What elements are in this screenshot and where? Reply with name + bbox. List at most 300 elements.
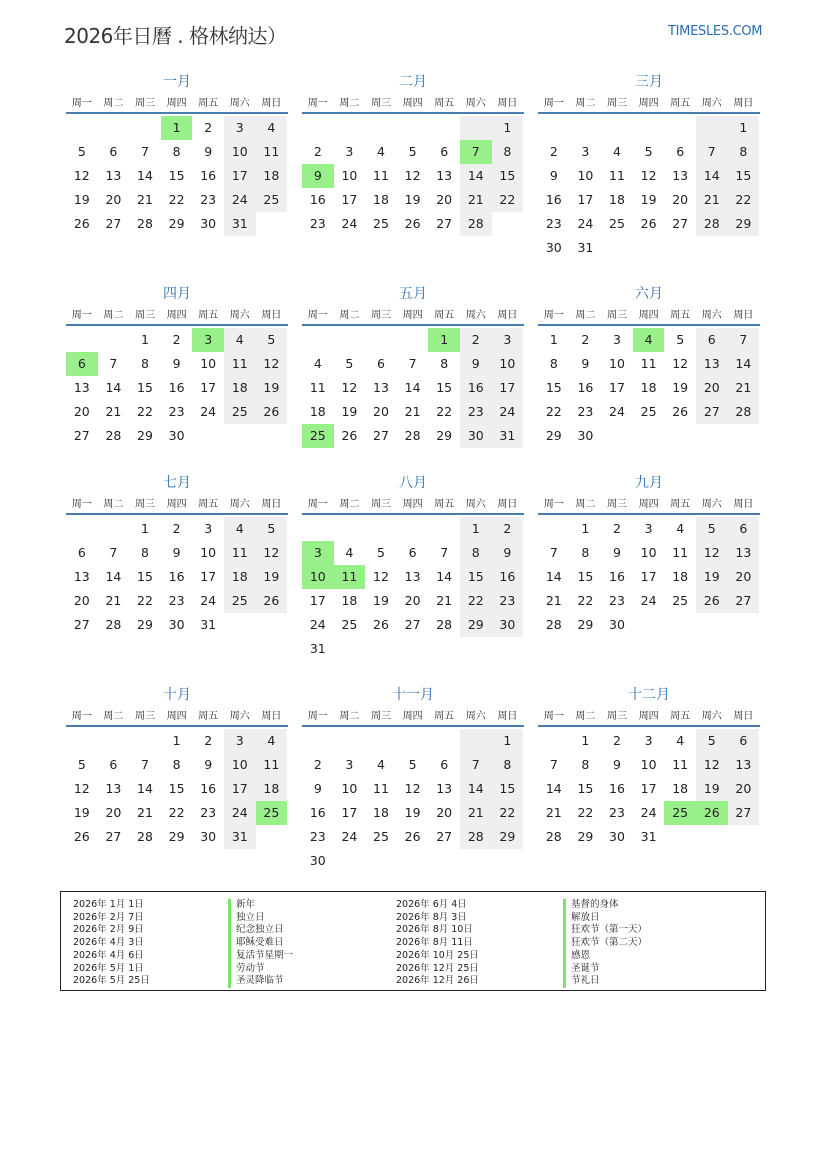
empty-cell: [460, 116, 492, 140]
day-cell: 15: [492, 777, 524, 801]
day-cell: 22: [460, 589, 492, 613]
weekday-label: 周六: [701, 310, 722, 321]
day-cell: 2: [204, 120, 213, 135]
day-cell: 1: [492, 729, 524, 753]
empty-cell: [256, 212, 288, 236]
month-name: 一月: [163, 74, 191, 90]
day-cell: 14: [137, 168, 153, 183]
empty-cell: [664, 236, 696, 260]
day-cell: 15: [137, 569, 153, 584]
day-cell: 13: [105, 781, 122, 796]
weekday-label: 周一: [71, 499, 92, 510]
empty-cell: [696, 613, 728, 637]
weekday-header: [66, 496, 288, 515]
weekday-label: 周三: [606, 499, 627, 510]
holiday-names-col-1: [228, 899, 293, 988]
day-cell: 12: [256, 352, 288, 376]
day-cell: 20: [73, 404, 90, 419]
day-cell: 17: [577, 192, 594, 207]
day-cell: 7: [460, 140, 492, 164]
day-cell: 15: [137, 380, 153, 395]
day-cell: 25: [373, 829, 389, 844]
month-name: 十二月: [628, 687, 670, 703]
day-cell: 25: [256, 801, 288, 825]
day-cell: 24: [341, 216, 358, 231]
weekday-label: 周四: [166, 711, 187, 722]
weekday-header: [538, 496, 760, 515]
day-cell: 27: [404, 617, 421, 632]
day-cell: 14: [137, 781, 153, 796]
day-cell: 23: [168, 593, 185, 608]
weekday-label: 周三: [370, 711, 391, 722]
empty-cell: [397, 849, 429, 873]
weekday-label: 周四: [638, 711, 659, 722]
day-cell: 3: [204, 521, 213, 536]
day-cell: 11: [224, 352, 256, 376]
day-cell: 7: [440, 545, 449, 560]
site-link[interactable]: TIMESLES.COM: [668, 24, 763, 39]
day-cell: 12: [404, 781, 421, 796]
empty-cell: [538, 729, 570, 753]
day-cell: 24: [492, 400, 524, 424]
day-cell: 16: [577, 380, 594, 395]
day-cell: 11: [309, 380, 326, 395]
empty-cell: [728, 825, 760, 849]
day-cell: 28: [545, 829, 562, 844]
day-cell: 23: [309, 829, 326, 844]
day-cell: 4: [313, 356, 322, 371]
holiday-date: 2026年 8月 11日: [396, 937, 473, 949]
empty-cell: [256, 424, 288, 448]
day-cell: 1: [460, 517, 492, 541]
weekday-label: 周四: [638, 98, 659, 109]
weekday-label: 周三: [134, 499, 155, 510]
weekday-header: [538, 708, 760, 727]
day-cell: 22: [137, 593, 153, 608]
day-cell: 5: [256, 328, 288, 352]
weekday-label: 周三: [370, 499, 391, 510]
day-cell: 18: [256, 777, 288, 801]
day-cell: 26: [404, 216, 421, 231]
empty-cell: [428, 517, 460, 541]
weekday-label: 周一: [71, 310, 92, 321]
day-cell: 17: [200, 569, 217, 584]
holiday-name: 独立日: [228, 912, 293, 925]
day-cell: 14: [460, 164, 492, 188]
day-cell: 19: [341, 404, 358, 419]
empty-cell: [256, 825, 288, 849]
day-cell: 26: [696, 589, 728, 613]
day-cell: 10: [200, 356, 217, 371]
day-cell: 20: [404, 593, 421, 608]
day-cell: 29: [168, 216, 185, 231]
empty-cell: [601, 116, 633, 140]
day-cell: 24: [640, 593, 657, 608]
day-cell: 30: [168, 428, 185, 443]
day-cell: 2: [313, 144, 322, 159]
day-cell: 23: [309, 216, 326, 231]
day-cell: 28: [460, 825, 492, 849]
day-cell: 29: [577, 617, 594, 632]
day-cell: 30: [609, 829, 625, 844]
day-cell: 23: [609, 805, 625, 820]
day-cell: 21: [545, 805, 562, 820]
day-cell: 9: [172, 545, 181, 560]
day-cell: 21: [404, 404, 421, 419]
day-cell: 28: [105, 428, 122, 443]
weekday-label: 周日: [733, 98, 754, 109]
day-cell: 29: [168, 829, 185, 844]
day-cell: 18: [309, 404, 326, 419]
day-cell: 25: [224, 400, 256, 424]
holiday-name: 狂欢节（第一天）: [563, 924, 647, 937]
empty-cell: [302, 328, 334, 352]
day-cell: 20: [672, 192, 689, 207]
day-cell: 26: [73, 829, 90, 844]
weekday-label: 周二: [339, 310, 360, 321]
day-cell: 18: [373, 805, 389, 820]
month-name: 六月: [635, 286, 663, 302]
weekday-header: [66, 307, 288, 326]
day-cell: 28: [137, 216, 153, 231]
holiday-date: 2026年 8月 3日: [396, 911, 467, 923]
day-cell: 5: [77, 144, 86, 159]
day-cell: 2: [492, 517, 524, 541]
weekday-label: 周二: [575, 98, 596, 109]
day-cell: 6: [109, 757, 118, 772]
day-cell: 21: [105, 593, 122, 608]
weekday-label: 周二: [103, 310, 124, 321]
day-cell: 30: [200, 829, 217, 844]
day-grid: [66, 517, 288, 637]
empty-cell: [397, 517, 429, 541]
day-cell: 15: [168, 168, 185, 183]
day-cell: 19: [404, 192, 421, 207]
weekday-label: 周一: [307, 98, 328, 109]
empty-cell: [397, 116, 429, 140]
day-cell: 12: [640, 168, 657, 183]
weekday-label: 周五: [434, 711, 455, 722]
weekday-label: 周三: [370, 98, 391, 109]
day-cell: 23: [577, 404, 594, 419]
day-cell: 15: [460, 565, 492, 589]
empty-cell: [696, 424, 728, 448]
day-cell: 10: [609, 356, 625, 371]
day-cell: 12: [672, 356, 689, 371]
day-cell: 16: [168, 569, 185, 584]
day-cell: 30: [460, 424, 492, 448]
day-cell: 7: [109, 356, 118, 371]
weekday-label: 周三: [606, 98, 627, 109]
day-cell: 13: [728, 541, 760, 565]
empty-cell: [460, 729, 492, 753]
empty-cell: [224, 613, 256, 637]
day-cell: 3: [644, 733, 653, 748]
day-cell: 18: [341, 593, 358, 608]
day-cell: 11: [672, 757, 689, 772]
weekday-label: 周四: [402, 711, 423, 722]
day-cell: 19: [696, 565, 728, 589]
day-cell: 14: [460, 777, 492, 801]
day-cell: 31: [224, 212, 256, 236]
day-cell: 16: [492, 565, 524, 589]
day-cell: 29: [492, 825, 524, 849]
day-cell: 1: [492, 116, 524, 140]
day-cell: 2: [549, 144, 558, 159]
day-cell: 22: [137, 404, 153, 419]
day-cell: 5: [377, 545, 385, 560]
empty-cell: [460, 637, 492, 661]
day-cell: 19: [73, 192, 90, 207]
day-cell: 14: [404, 380, 421, 395]
holiday-name: 纪念独立日: [228, 924, 293, 937]
empty-cell: [570, 116, 602, 140]
day-cell: 1: [172, 733, 181, 748]
day-cell: 9: [492, 541, 524, 565]
holiday-date: 2026年 4月 3日: [73, 937, 144, 949]
holiday-name: 解放日: [563, 912, 647, 925]
day-cell: 31: [309, 641, 326, 656]
empty-cell: [98, 517, 130, 541]
day-cell: 25: [256, 188, 288, 212]
day-cell: 14: [105, 569, 122, 584]
day-cell: 5: [345, 356, 354, 371]
holiday-date: 2026年 6月 4日: [396, 899, 467, 910]
holiday-date: 2026年 12月 26日: [396, 975, 479, 987]
weekday-header: [302, 708, 524, 727]
empty-cell: [302, 116, 334, 140]
empty-cell: [696, 116, 728, 140]
holiday-date: 2026年 4月 6日: [73, 949, 144, 961]
day-cell: 29: [460, 613, 492, 637]
weekday-label: 周六: [701, 499, 722, 510]
empty-cell: [334, 517, 366, 541]
day-cell: 10: [302, 565, 334, 589]
day-cell: 28: [137, 829, 153, 844]
empty-cell: [633, 424, 665, 448]
day-grid: [66, 729, 288, 849]
day-cell: 22: [436, 404, 453, 419]
weekday-label: 周三: [134, 98, 155, 109]
day-cell: 4: [256, 729, 288, 753]
day-cell: 22: [492, 188, 524, 212]
day-cell: 7: [408, 356, 417, 371]
day-cell: 4: [256, 116, 288, 140]
weekday-label: 周五: [434, 310, 455, 321]
day-cell: 28: [105, 617, 122, 632]
day-cell: 30: [200, 216, 217, 231]
day-cell: 13: [696, 352, 728, 376]
day-cell: 13: [73, 380, 90, 395]
day-cell: 14: [105, 380, 122, 395]
day-cell: 31: [492, 424, 524, 448]
day-cell: 8: [172, 144, 181, 159]
empty-cell: [224, 424, 256, 448]
day-cell: 9: [204, 144, 213, 159]
day-cell: 22: [545, 404, 562, 419]
day-cell: 16: [545, 192, 562, 207]
weekday-label: 周日: [497, 499, 518, 510]
day-cell: 14: [728, 352, 760, 376]
day-cell: 13: [436, 168, 453, 183]
day-cell: 17: [640, 781, 657, 796]
day-cell: 25: [640, 404, 657, 419]
weekday-label: 周六: [229, 711, 250, 722]
day-cell: 4: [377, 757, 385, 772]
day-cell: 16: [460, 376, 492, 400]
day-cell: 16: [200, 781, 217, 796]
weekday-label: 周二: [575, 711, 596, 722]
day-cell: 9: [581, 356, 590, 371]
day-cell: 30: [577, 428, 594, 443]
day-cell: 18: [373, 192, 389, 207]
day-cell: 29: [137, 617, 153, 632]
day-cell: 30: [492, 613, 524, 637]
day-cell: 29: [436, 428, 453, 443]
day-cell: 9: [302, 164, 334, 188]
day-cell: 8: [492, 140, 524, 164]
weekday-label: 周二: [339, 98, 360, 109]
weekday-header: [302, 307, 524, 326]
day-cell: 2: [613, 733, 621, 748]
day-cell: 30: [168, 617, 185, 632]
day-cell: 5: [256, 517, 288, 541]
weekday-label: 周五: [670, 711, 691, 722]
day-cell: 2: [581, 332, 590, 347]
day-cell: 21: [728, 376, 760, 400]
day-cell: 22: [168, 192, 185, 207]
day-cell: 13: [436, 781, 453, 796]
month-block: [538, 473, 760, 637]
day-cell: 12: [256, 541, 288, 565]
empty-cell: [428, 849, 460, 873]
month-block: [538, 284, 760, 448]
day-cell: 22: [577, 805, 594, 820]
day-cell: 3: [613, 332, 621, 347]
month-block: [302, 685, 524, 873]
weekday-label: 周五: [198, 711, 219, 722]
day-cell: 9: [204, 757, 213, 772]
weekday-label: 周日: [261, 499, 282, 510]
day-cell: 8: [581, 757, 590, 772]
month-name: 二月: [399, 74, 427, 90]
weekday-label: 周日: [497, 98, 518, 109]
day-cell: 23: [460, 400, 492, 424]
day-cell: 5: [696, 517, 728, 541]
month-block: [538, 72, 760, 260]
day-cell: 24: [609, 404, 625, 419]
day-cell: 25: [302, 424, 334, 448]
holiday-name: 基督的身体: [563, 899, 647, 912]
day-cell: 24: [224, 801, 256, 825]
empty-cell: [66, 328, 98, 352]
day-cell: 20: [728, 777, 760, 801]
day-cell: 18: [640, 380, 657, 395]
day-cell: 9: [460, 352, 492, 376]
day-cell: 30: [309, 853, 326, 868]
empty-cell: [334, 328, 366, 352]
day-cell: 23: [609, 593, 625, 608]
day-cell: 24: [309, 617, 326, 632]
day-cell: 26: [696, 801, 728, 825]
day-cell: 10: [200, 545, 217, 560]
holiday-date: 2026年 1月 1日: [73, 899, 144, 910]
day-cell: 2: [460, 328, 492, 352]
day-cell: 25: [373, 216, 389, 231]
day-cell: 10: [640, 545, 657, 560]
day-cell: 3: [302, 541, 334, 565]
weekday-label: 周一: [543, 499, 564, 510]
day-cell: 17: [640, 569, 657, 584]
month-name: 八月: [399, 475, 427, 491]
empty-cell: [192, 424, 224, 448]
day-cell: 23: [200, 192, 217, 207]
day-cell: 25: [341, 617, 358, 632]
day-cell: 4: [224, 517, 256, 541]
weekday-label: 周四: [166, 499, 187, 510]
day-cell: 19: [640, 192, 657, 207]
day-cell: 19: [404, 805, 421, 820]
day-cell: 10: [224, 753, 256, 777]
holiday-name: 感恩: [563, 950, 647, 963]
month-name: 三月: [635, 74, 663, 90]
day-cell: 7: [141, 757, 149, 772]
holiday-dates-col-2: [396, 899, 479, 988]
day-cell: 27: [728, 589, 760, 613]
weekday-label: 周三: [134, 711, 155, 722]
day-cell: 18: [609, 192, 625, 207]
day-cell: 29: [728, 212, 760, 236]
day-cell: 4: [224, 328, 256, 352]
weekday-label: 周二: [339, 499, 360, 510]
day-cell: 21: [137, 192, 153, 207]
day-cell: 15: [492, 164, 524, 188]
day-cell: 13: [105, 168, 122, 183]
day-cell: 12: [696, 541, 728, 565]
day-cell: 4: [377, 144, 385, 159]
day-cell: 13: [373, 380, 389, 395]
day-cell: 14: [545, 781, 562, 796]
holiday-date: 2026年 5月 25日: [73, 975, 150, 987]
weekday-label: 周五: [670, 98, 691, 109]
weekday-label: 周六: [229, 499, 250, 510]
day-cell: 21: [460, 801, 492, 825]
month-block: [66, 284, 288, 448]
weekday-label: 周日: [733, 310, 754, 321]
day-cell: 3: [644, 521, 653, 536]
empty-cell: [492, 637, 524, 661]
empty-cell: [365, 729, 397, 753]
weekday-label: 周二: [575, 310, 596, 321]
day-cell: 11: [373, 781, 389, 796]
day-grid: [538, 116, 760, 260]
weekday-label: 周六: [465, 98, 486, 109]
day-cell: 22: [492, 801, 524, 825]
day-cell: 19: [73, 805, 90, 820]
day-grid: [66, 328, 288, 448]
weekday-label: 周日: [733, 711, 754, 722]
day-cell: 15: [436, 380, 453, 395]
day-cell: 6: [377, 356, 385, 371]
empty-cell: [334, 849, 366, 873]
day-cell: 27: [73, 617, 90, 632]
day-cell: 6: [440, 144, 449, 159]
weekday-label: 周四: [402, 98, 423, 109]
day-cell: 21: [545, 593, 562, 608]
weekday-label: 周三: [606, 711, 627, 722]
month-name: 十月: [163, 687, 191, 703]
weekday-label: 周一: [543, 711, 564, 722]
